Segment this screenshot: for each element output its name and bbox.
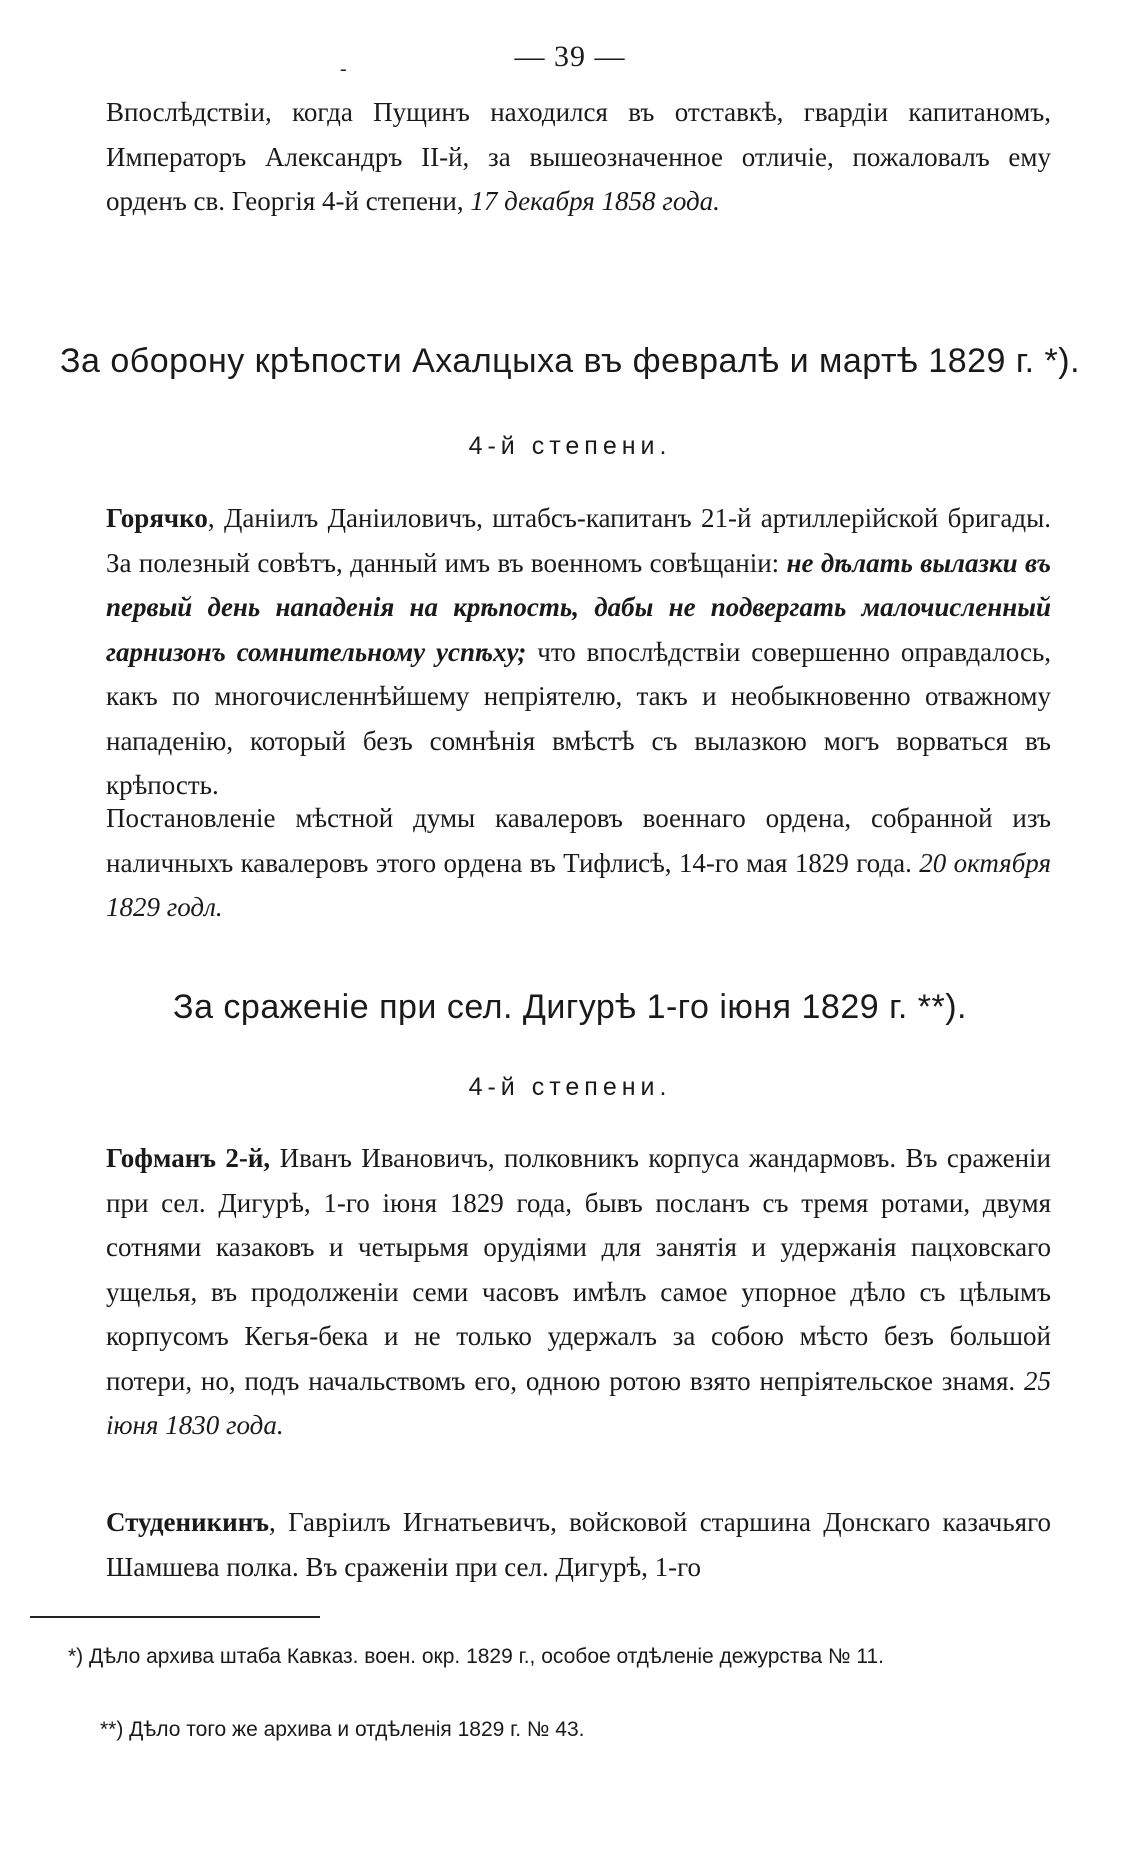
entry-name-studenikin: Студеникинъ [106,1507,270,1537]
intro-date: 17 декабря 1858 года. [470,186,720,216]
section1-resolution [106,796,1051,930]
entry-italic-quote: не дѣлать вылазки въ первый день нападенія на крѣпость, дабы не подвергать малочисленный гарнизонъ сомнительному успѣху; [106,547,1051,667]
section1-heading: За оборону крѣпости Ахалцыха въ февралѣ и мартѣ 1829 г. *). [59,342,1081,380]
resolution-text: Постановленіе мѣстной думы кавалеровъ военнаго ордена, собранной изъ наличныхъ кавалеровъ этого ордена въ Тифлисѣ, 14-го мая 1829 года. [106,803,1051,878]
entry-hofman-text: Иванъ Ивановичъ, полковникъ корпуса жандармовъ. Въ сраженіи при сел. Дигурѣ, 1-го іюня 1829 года, бывъ посланъ съ тремя ротами, двумя сотнями казаковъ и четырьмя орудіями для занятія и удержанія пацховскаго ущелья, въ продолженіи семи часовъ имѣлъ самое упорное дѣло съ цѣлымъ корпусомъ Кегья-бека и не только удержалъ за собою мѣсто безъ большой потери, но, подъ начальствомъ его, одною ротою взято непріятельское знамя. [106,1143,1051,1396]
entry-text-2: что впослѣдствіи совершенно оправдалось, какъ по многочисленнѣйшему непріятелю, такъ и необыкновенно отважному нападенію, который безъ сомнѣнія вмѣстѣ съ вылазкою могъ ворваться въ крѣпость. [106,636,1052,800]
section2-entry-hofman [106,1136,1051,1448]
entry-studenikin-text: , Гавріилъ Игнатьевичъ, войсковой старшина Донскаго казачьяго Шамшева полка. Въ сраженіи при сел. Дигурѣ, 1-го [106,1507,1051,1582]
entry-name-goryachko: Горячко [106,503,208,533]
section2-degree: 4-й степени. [468,1073,672,1101]
entry-hofman-date: 25 іюня 1830 года. [106,1365,1051,1440]
entry-text-1: , Даніилъ Даніиловичъ, штабсъ-капитанъ 21-й артиллерійской бригады. За полезный совѣтъ, данный имъ въ военномъ совѣщаніи: [106,503,1051,578]
intro-paragraph [106,90,1051,224]
footnote-1 [30,1640,1050,1673]
footnote-2-text: **) Дѣло того же архива и отдѣленія 1829 г. № 43. [100,1718,585,1741]
section2-heading: За сраженіе при сел. Дигурѣ 1-го іюня 1829 г. **). [173,988,967,1026]
footnote-1-text: *) Дѣло архива штаба Кавказ. воен. окр. 1829 г., особое отдѣленіе дежурства № 11. [68,1645,884,1668]
section2-entry-studenikin [106,1500,1051,1589]
footnote-rule [30,1616,320,1618]
entry-name-hofman: Гофманъ 2-й, [106,1143,271,1173]
stray-mark: - [340,58,347,80]
section1-entry [106,496,1051,808]
page-number: — 39 — [514,40,626,73]
footnote-2 [30,1713,1050,1746]
intro-text: Впослѣдствіи, когда Пущинъ находился въ отставкѣ, гвардіи капитаномъ, Императоръ Александръ II-й, за вышеозначенное отличіе, пожаловалъ ему орденъ св. Георгія 4-й степени, [106,97,1051,216]
resolution-date: 20 октября 1829 годл. [106,847,1052,922]
section1-degree: 4-й степени. [468,432,672,460]
